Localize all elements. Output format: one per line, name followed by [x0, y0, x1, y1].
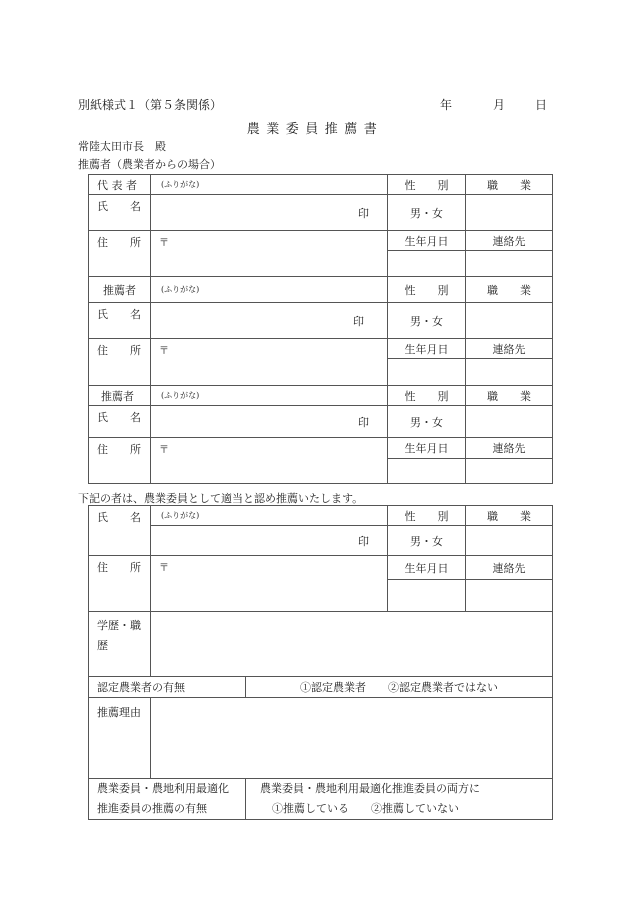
recommender-2-name-label: 氏 名	[89, 303, 151, 339]
candidate-name-field[interactable]	[151, 526, 388, 556]
recommender-1-gender-value[interactable]: 男・女	[388, 195, 466, 231]
recommender-3-gender-header: 性 別	[388, 386, 466, 406]
recommender-2-gender-header: 性 別	[388, 277, 466, 303]
candidate-address-row	[89, 556, 553, 580]
recommender-2-birthdate-field[interactable]	[388, 359, 466, 386]
recommender-1-name-row	[89, 195, 553, 231]
candidate-birthdate-header: 生年月日	[388, 556, 466, 580]
recommender-1-gender-header: 性 別	[388, 175, 466, 195]
candidate-name-row	[89, 526, 553, 556]
candidate-certified-row	[89, 677, 553, 698]
candidate-furigana[interactable]: (ふりがな)	[151, 506, 388, 526]
recommender-3-address-row	[89, 438, 553, 459]
recommender-3-occupation-field[interactable]	[466, 406, 553, 438]
candidate-address-label: 住 所	[89, 556, 151, 612]
candidate-dual-options[interactable]	[246, 779, 553, 820]
candidate-career-row	[89, 612, 553, 677]
addressee: 常陸太田市長 殿	[78, 140, 166, 153]
candidate-gender-header: 性 別	[388, 506, 466, 526]
recommender-2-address-field[interactable]: 〒	[151, 339, 388, 386]
form-label: 別紙様式１（第５条関係）	[78, 98, 223, 112]
recommender-1-birthdate-header: 生年月日	[388, 231, 466, 251]
recommender-1-contact-field[interactable]	[466, 251, 553, 277]
candidate-gender-value[interactable]: 男・女	[388, 526, 466, 556]
recommender-2-occupation-field[interactable]	[466, 303, 553, 339]
recommender-1-contact-header: 連絡先	[466, 231, 553, 251]
recommender-2-name-field[interactable]	[151, 303, 388, 339]
recommender-3-address-label: 住 所	[89, 438, 151, 484]
candidate-reason-row	[89, 698, 553, 779]
recommender-2-address-row	[89, 339, 553, 359]
document-title: 農業委員推薦書	[246, 122, 384, 137]
recommender-3-birthdate-header: 生年月日	[388, 438, 466, 459]
recommender-2-gender-value[interactable]: 男・女	[388, 303, 466, 339]
candidate-table	[88, 505, 553, 820]
recommender-2-name-row	[89, 303, 553, 339]
date-month-label: 月	[493, 98, 506, 112]
recommender-3-address-field[interactable]: 〒	[151, 438, 388, 484]
recommender-1-furigana[interactable]: (ふりがな)	[151, 175, 388, 195]
recommender-1-role-label: 代 表 者	[89, 175, 151, 195]
recommender-1-seal-mark: 印	[358, 206, 369, 220]
recommender-3-furigana-row	[89, 386, 553, 406]
candidate-dual-row	[89, 779, 553, 820]
recommender-3-name-label: 氏 名	[89, 406, 151, 438]
candidate-dual-text-line-1: 農業委員・農地利用最適化推進委員の両方に	[260, 782, 480, 795]
recommender-3-furigana[interactable]: (ふりがな)	[151, 386, 388, 406]
candidate-dual-text-line-2: ①推薦している ②推薦していない	[272, 802, 459, 815]
candidate-dual-label-line-2: 推進委員の推薦の有無	[97, 802, 207, 815]
recommender-2-seal-mark: 印	[353, 314, 364, 328]
recommender-1-address-row	[89, 231, 553, 251]
candidate-certified-label: 認定農業者の有無	[89, 677, 246, 698]
candidate-seal-mark: 印	[358, 534, 369, 548]
recommender-2-contact-field[interactable]	[466, 359, 553, 386]
recommender-1-furigana-row	[89, 175, 553, 195]
recommender-3-contact-field[interactable]	[466, 459, 553, 484]
recommender-3-birthdate-field[interactable]	[388, 459, 466, 484]
recommender-3-role-label: 推薦者	[89, 386, 151, 406]
recommender-3-occupation-header: 職 業	[466, 386, 553, 406]
candidate-reason-field[interactable]	[151, 698, 553, 779]
recommender-2-furigana-row	[89, 277, 553, 303]
recommender-2-occupation-header: 職 業	[466, 277, 553, 303]
recommender-2-address-label: 住 所	[89, 339, 151, 386]
recommenders-table	[88, 174, 553, 484]
candidate-contact-field[interactable]	[466, 580, 553, 612]
candidate-contact-header: 連絡先	[466, 556, 553, 580]
recommender-3-name-row	[89, 406, 553, 438]
recommender-3-contact-header: 連絡先	[466, 438, 553, 459]
recommender-3-gender-value[interactable]: 男・女	[388, 406, 466, 438]
candidate-career-label	[89, 612, 151, 677]
recommender-heading: 推薦者（農業者からの場合）	[78, 158, 221, 171]
recommender-2-birthdate-header: 生年月日	[388, 339, 466, 359]
recommender-1-name-label: 氏 名	[89, 195, 151, 231]
candidate-certified-options[interactable]: ①認定農業者 ②認定農業者ではない	[246, 677, 553, 698]
recommender-1-occupation-header: 職 業	[466, 175, 553, 195]
recommender-1-occupation-field[interactable]	[466, 195, 553, 231]
recommender-2-role-label: 推薦者	[89, 277, 151, 303]
date-day-label: 日	[535, 98, 548, 112]
candidate-career-label-line-2: 歴	[97, 639, 108, 652]
recommender-2-furigana[interactable]: (ふりがな)	[151, 277, 388, 303]
candidate-career-label-line-1: 学歴・職	[97, 619, 141, 632]
recommendation-statement: 下記の者は、農業委員として適当と認め推薦いたします。	[78, 492, 364, 505]
date-year-label: 年	[440, 98, 453, 112]
candidate-dual-label	[89, 779, 246, 820]
candidate-reason-label: 推薦理由	[89, 698, 151, 779]
recommender-1-address-label: 住 所	[89, 231, 151, 277]
candidate-occupation-field[interactable]	[466, 526, 553, 556]
candidate-address-field[interactable]: 〒	[151, 556, 388, 612]
recommender-3-seal-mark: 印	[358, 415, 369, 429]
candidate-occupation-header: 職 業	[466, 506, 553, 526]
candidate-name-label: 氏 名	[89, 506, 151, 556]
recommender-1-name-field[interactable]	[151, 195, 388, 231]
recommender-2-contact-header: 連絡先	[466, 339, 553, 359]
candidate-career-field[interactable]	[151, 612, 553, 677]
recommender-3-name-field[interactable]	[151, 406, 388, 438]
candidate-birthdate-field[interactable]	[388, 580, 466, 612]
candidate-furigana-row	[89, 506, 553, 526]
recommender-1-address-field[interactable]: 〒	[151, 231, 388, 277]
candidate-dual-label-line-1: 農業委員・農地利用最適化	[97, 782, 229, 795]
recommender-1-birthdate-field[interactable]	[388, 251, 466, 277]
